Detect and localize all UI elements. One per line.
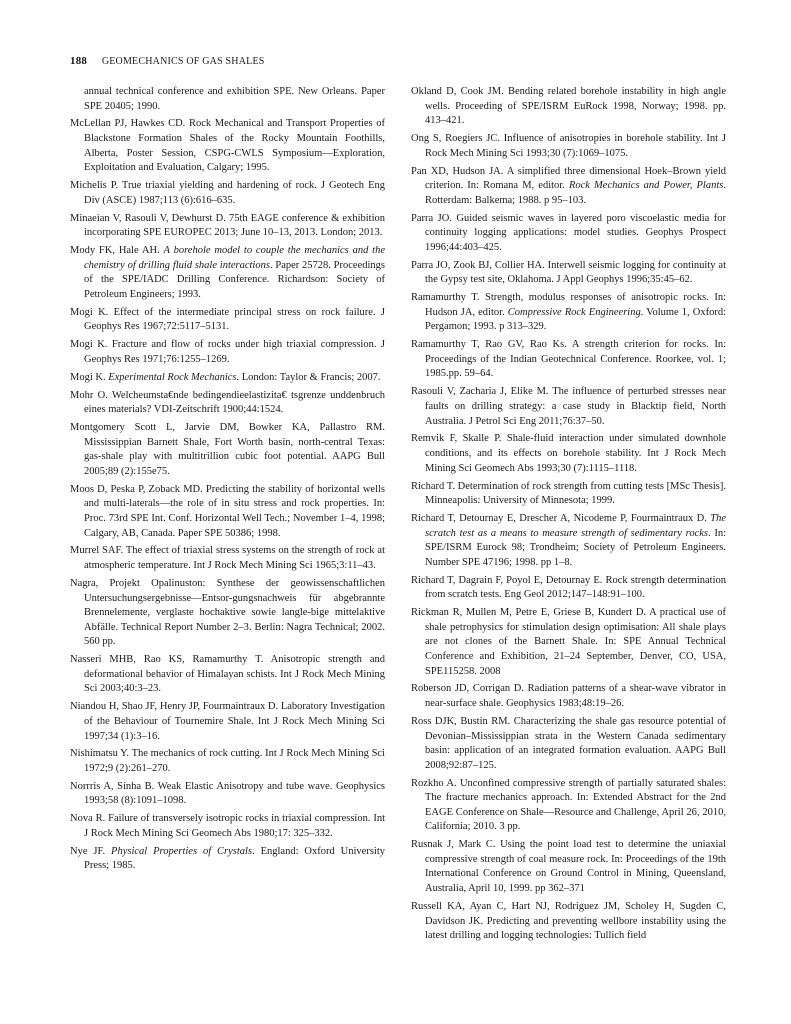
reference-entry: Ong S, Roegiers JC. Influence of anisotropies in borehole stability. Int J Rock Mech Mining Sci 1993;30 (7):1069–1075. bbox=[411, 133, 726, 159]
reference-entry: Nye JF. Physical Properties of Crystals. England: Oxford University Press; 1985. bbox=[70, 845, 385, 872]
reference-entry: Okland D, Cook JM. Bending related borehole instability in high angle wells. Proceeding of SPE/ISRM EuRock 1998, Norway; 1998. pp. 413–421. bbox=[411, 86, 726, 127]
reference-entry: Nagra, Projekt Opalinuston: Synthese der geowissenschaftlichen Untersuchungsergebnisse—Entsor-gungsnachweis für abgebrannte Brennelemente, verglaste hochaktive sowie langle-bige mittelaktive Abfälle. Technical Report Number 2–3. Berlin: Nagra Technical; 2002. 560 pp. bbox=[70, 577, 385, 648]
reference-entry: Roberson JD, Corrigan D. Radiation patterns of a shear-wave vibrator in near-surface shale. Geophysics 1983;48:19–26. bbox=[411, 683, 726, 710]
reference-entry: Murrel SAF. The effect of triaxial stress systems on the strength of rock at atmospheric temperature. Int J Rock Mech Mining Sci 1965;3:11–43. bbox=[70, 545, 385, 572]
running-header bbox=[70, 55, 265, 67]
right-column bbox=[411, 85, 726, 947]
reference-entry: Michelis P. True triaxial yielding and hardening of rock. J Geotech Eng Div (ASCE) 1987;113 (6):616–635. bbox=[70, 180, 385, 206]
reference-entry: Remvik F, Skalle P. Shale-fluid interaction under simulated downhole conditions, and its effects on borehole stability. Int J Rock Mech Mining Sci Geomech Abs 1993;30 (7):1115–1118. bbox=[411, 433, 726, 474]
reference-entry: Mody FK, Hale AH. A borehole model to couple the mechanics and the chemistry of drilling fluid shale interactions. Paper 25728. Proceedings of the SPE/IADC Drilling Conference. Richardson: Society of Petroleum Engineers; 1993. bbox=[70, 245, 386, 300]
reference-entry: annual technical conference and exhibition SPE. New Orleans. Paper SPE 20405; 1990. bbox=[84, 86, 385, 112]
reference-entry: Ramamurthy T, Rao GV, Rao Ks. A strength criterion for rocks. In: Proceedings of the Indian Geotechnical Conference. Roorkee, vol. 1; 1985.pp. 59–64. bbox=[411, 339, 726, 380]
reference-entry: Richard T, Dagrain F, Poyol E, Detournay E. Rock strength determination from scratch tests. Eng Geol 2012;147–148:91–100. bbox=[411, 574, 726, 601]
reference-entry: Parra JO, Zook BJ, Collier HA. Interwell seismic logging for continuity at the Gypsy test site, Oklahoma. J Appl Geophys 1996;35:45–62. bbox=[411, 259, 726, 286]
reference-entry: Russell KA, Ayan C, Hart NJ, Rodriguez JM, Scholey H, Sugden C, Davidson JK. Predicting and preventing wellbore instability using the latest drilling and logging technologies: Tullich field bbox=[411, 900, 726, 942]
reference-entry: Richard T, Detournay E, Drescher A, Nicodeme P, Fourmaintraux D. The scratch test as a means to measure strength of sedimentary rocks. In: SPE/ISRM Eurock 98; Trondheim; Society of Petroleum Engineers. Number SPE 47196; 1998. pp 1–8. bbox=[411, 513, 726, 568]
reference-entry: Ramamurthy T. Strength, modulus responses of anisotropic rocks. In: Hudson JA, editor. Compressive Rock Engineering. Volume 1, Oxford: Pergamon; 1993. p 313–329. bbox=[411, 292, 727, 333]
reference-entry: Mogi K. Experimental Rock Mechanics. London: Taylor & Francis; 2007. bbox=[70, 371, 381, 383]
reference-entry: Niandou H, Shao JF, Henry JP, Fourmaintraux D. Laboratory Investigation of the Behaviour of Tournemire Shale. Int J Rock Mech Mining Sci 1997;34 (1):3–16. bbox=[70, 701, 385, 742]
reference-entry: Rozkho A. Unconfined compressive strength of partially saturated shales: The fracture mechanics approach. In: Extended Abstract for the 2nd EAGE Conference on Shale—Resource and Challenge, April 26, 2010, California; 2010. 3 pp. bbox=[411, 777, 726, 833]
reference-entry: Nishimatsu Y. The mechanics of rock cutting. Int J Rock Mech Mining Sci 1972;9 (2):261–270. bbox=[70, 748, 385, 774]
reference-entry: Norrris A, Sinha B. Weak Elastic Anisotropy and tube wave. Geophysics 1993;58 (8):1091–1098. bbox=[70, 780, 385, 807]
running-title: GEOMECHANICS OF GAS SHALES bbox=[101, 56, 265, 67]
reference-entry: Moos D, Peska P, Zoback MD. Predicting the stability of horizontal wells and multi-laterals—the role of in situ stress and rock properties. In: Proc. 73rd SPE Int. Conf. Horizontal Well Tech.; November 1–4, 1998; Calgary, AB, Canada. Paper SPE 50386; 1998. bbox=[70, 483, 385, 539]
reference-entry: Mogi K. Fracture and flow of rocks under high triaxial compression. J Geophys Res 1971;76:1255–1269. bbox=[70, 339, 385, 365]
page-number: 188 bbox=[70, 55, 88, 67]
reference-entry: Nova R. Failure of transversely isotropic rocks in triaxial compression. Int J Rock Mech Mining Sci Geomech Abs 1980;17: 325–332. bbox=[70, 813, 385, 839]
reference-entry: Nasseri MHB, Rao KS, Ramamurthy T. Anisotropic strength and deformational behavior of Himalayan schists. Int J Rock Mech Mining Sci 2003;40:3–23. bbox=[70, 654, 385, 695]
left-column bbox=[70, 85, 385, 877]
reference-entry: Montgomery Scott L, Jarvie DM, Bowker KA, Pallastro RM. Mississippian Barnett Shale, Fort Worth basin, north-central Texas: gas-shale play with multitrillion cubic foot potential. AAPG Bull 2005;89 (2):155e75. bbox=[70, 422, 385, 477]
reference-entry: McLellan PJ, Hawkes CD. Rock Mechanical and Transport Properties of Blackstone Formation Shales of the Rocky Mountain Foothills, Alberta, Poster Session, CSPG-CWLS Symposium—Exploration, Exploitation and Evaluation, Calgary; 1995. bbox=[70, 118, 385, 174]
reference-entry: Parra JO. Guided seismic waves in layered poro viscoelastic media for continuity logging applications: model studies. Geophys Prospect 1996;44:403–425. bbox=[411, 212, 726, 253]
reference-entry: Ross DJK, Bustin RM. Characterizing the shale gas resource potential of Devonian–Mississippian strata in the Western Canada sedimentary basin: application of an integrated formation evaluation. AAPG Bull 2008;92:87–125. bbox=[411, 715, 726, 771]
reference-entry: Rasouli V, Zacharia J, Elike M. The influence of perturbed stresses near faults on drilling strategy: a case study in Blacktip field, North Australia. J Petrol Sci Eng 2011;76:37–50. bbox=[411, 386, 726, 427]
reference-entry: Richard T. Determination of rock strength from cutting tests [MSc Thesis]. Minneapolis: University of Minnesota; 1999. bbox=[411, 480, 726, 507]
reference-entry: Minaeian V, Rasouli V, Dewhurst D. 75th EAGE conference & exhibition incorporating SPE EUROPEC 2013; June 10–13, 2013. London; 2013. bbox=[70, 212, 385, 239]
reference-entry: Rickman R, Mullen M, Petre E, Griese B, Kundert D. A practical use of shale petrophysics for stimulation design optimisation: All shale plays are not clones of the Barnett Shale. In: SPE Annual Technical Conference and Exhibition, 21–24 September, Denver, CO, USA, SPE115258. 2008 bbox=[411, 607, 726, 677]
reference-entry: Mogi K. Effect of the intermediate principal stress on rock failure. J Geophys Res 1967;72:5117–5131. bbox=[70, 306, 385, 333]
reference-entry: Mohr O. Welcheumsta€nde bedingendieelastizita€ tsgrenze unddenbruch eines materials? VDI-Zeitschrift 1900;44:1524. bbox=[70, 389, 385, 416]
reference-entry: Pan XD, Hudson JA. A simplified three dimensional Hoek–Brown yield criterion. In: Romana M, editor. Rock Mechanics and Power, Plants. Rotterdam: Balkema; 1988. p 95–103. bbox=[411, 165, 726, 206]
reference-entry: Rusnak J, Mark C. Using the point load test to determine the uniaxial compressive strength of coal measure rock. In: Proceedings of the 19th International Conference on Ground Control in Mining, Queensland, Australia, April 10, 1999. pp 362–371 bbox=[411, 839, 726, 895]
